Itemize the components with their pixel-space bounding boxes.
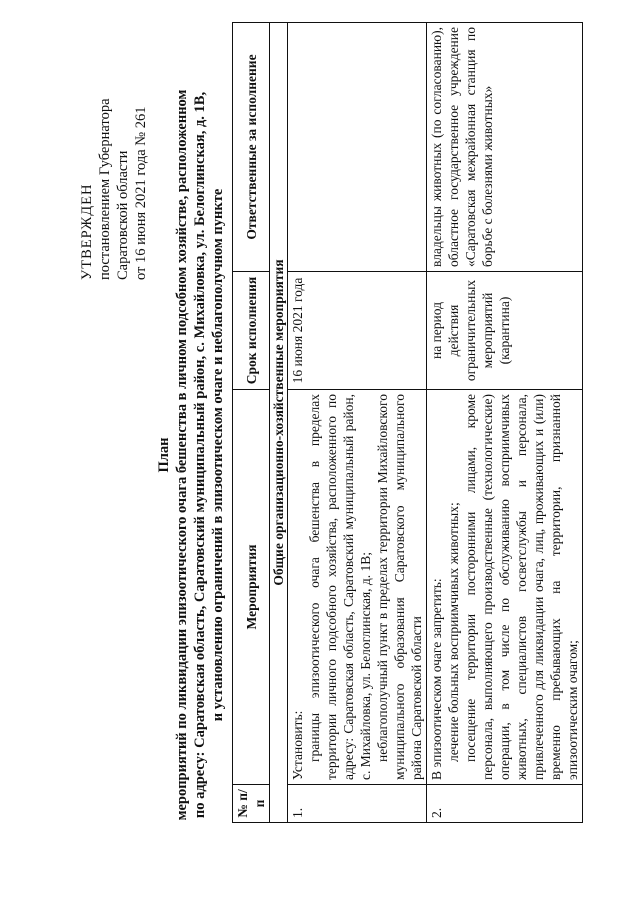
approval-line-1: постановлением Губернатора [97,98,113,280]
row-responsible [288,23,427,272]
row-num: 1. [288,785,427,823]
header-term: Срок исполнения [233,272,270,390]
table-row [427,23,583,823]
row-term: 16 июня 2021 года [288,272,427,390]
measure-intro: Установить: [290,710,305,780]
header-num: № п/п [233,785,270,823]
row-measure [288,390,427,785]
document-title [155,55,227,855]
section-row [270,23,288,823]
approval-line-3: от 16 июня 2021 года № 261 [133,106,149,280]
row-term: на период действия ограничительных мероприятий (карантина) [427,272,583,390]
approval-heading: УТВЕРЖДЕН [79,183,95,280]
header-measures: Мероприятия [233,390,270,785]
section-title: Общие организационно-хозяйственные мероприятия [270,23,288,823]
approval-line-2: Саратовской области [115,150,131,280]
measure-paragraph: границы эпизоотического очага бешенства в пределах территории личного подсобного хозяйства, расположенного по адресу: Саратовская область, Саратовский муниципальный район, с. Михайловка, ул. Белоглинская, д. 1В; [307,394,373,780]
measure-paragraph: посещение территории посторонними лицами, кроме персонала, выполняющего производственные (технологические) операции, в том числе по обслуживанию восприимчивых животных, специалистов госветслужбы и персонала, привлеченного для ликвидации очага, лиц, проживающих и (или) временно пребывающих на территории, признанной эпизоотическим очагом; [463,394,580,780]
measure-intro: В эпизоотическом очаге запретить: [429,578,444,780]
row-responsible: владельцы животных (по согласованию), областное государственное учреждение «Саратовская межрайонная станция по борьбе с болезнями животных» [427,23,583,272]
approval-stamp [78,20,150,280]
table-row [288,23,427,823]
row-measure [427,390,583,785]
measure-paragraph: неблагополучный пункт в пределах территории Михайловского муниципального образования Саратовского муниципального района Саратовской области [375,394,424,780]
title-line-1: мероприятий по ликвидации эпизоотического очага бешенства в личном подсобном хозяйстве, расположенном [174,89,190,821]
row-num: 2. [427,785,583,823]
plan-table [232,22,583,823]
table-header-row [233,23,270,823]
title-line-2: по адресу: Саратовская область, Саратовский муниципальный район, с. Михайловка, ул. Белоглинская, д. 1В, [192,91,208,819]
title-word: План [156,437,172,473]
header-responsible: Ответственные за исполнение [233,23,270,272]
measure-paragraph: лечение больных восприимчивых животных; [446,502,461,762]
title-line-3: и установлению ограничений в эпизоотическом очаге и неблагополучном пункте [210,188,226,722]
